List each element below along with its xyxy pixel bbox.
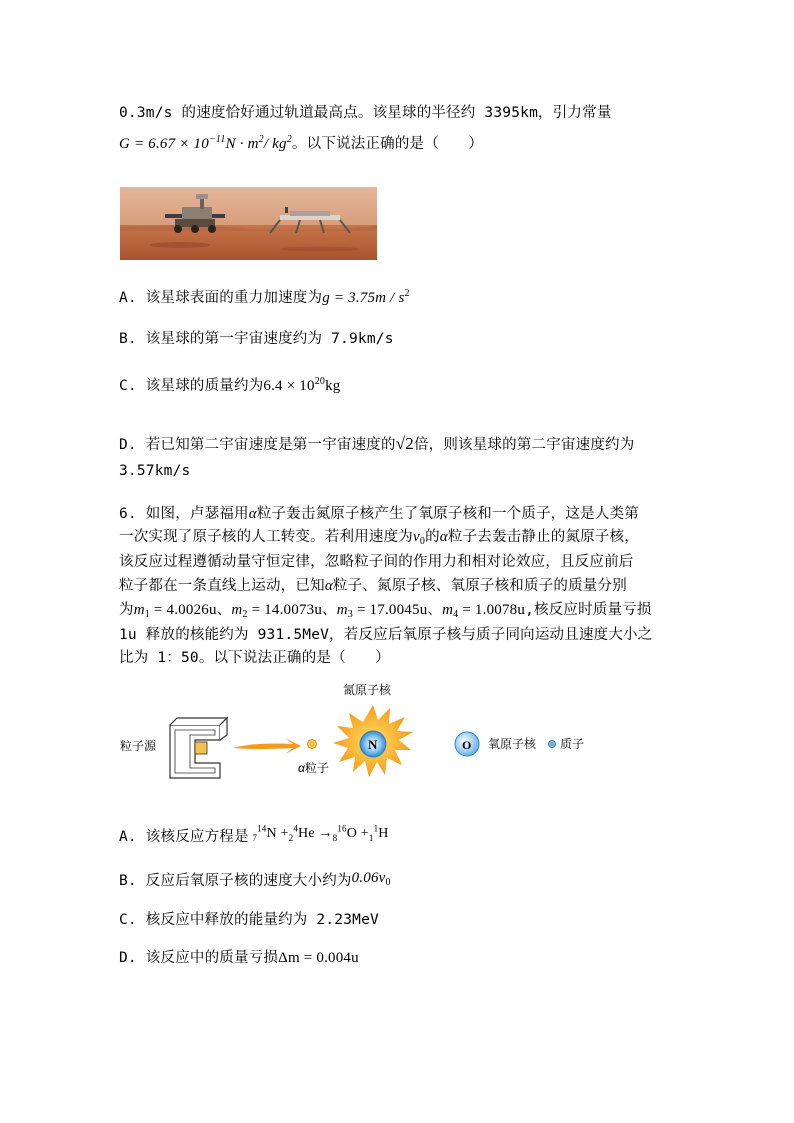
alpha-particle [308,740,317,749]
q5-option-d: D. 若已知第二宇宙速度是第一宇宙速度的√2倍，则该星球的第二宇宙速度约为 [119,434,635,453]
nitrogen-symbol: N [368,737,378,752]
q6-line-3: 该反应过程遵循动量守恒定律，忽略粒子间的作用力和相对论效应，且反应前后 [119,554,634,570]
q6-line-4: 粒子都在一条直线上运动，已知α粒子、氮原子核、氧原子核和质子的质量分别 [119,578,627,594]
proton [549,741,556,748]
q5-option-a: A. 该星球表面的重力加速度为$g = 3.75m / s^2$ [119,288,410,306]
q5-option-c: C. 该星球的质量约为$6.4 \times 10^{20}kg$ [119,376,341,394]
q5-option-d-cont: 3.57km/s [119,463,191,479]
q6-option-b: B. 反应后氧原子核的速度大小约为$0.06v_0$ [119,870,391,889]
q6-line-1: 6. 如图，卢瑟福用α粒子轰击氮原子核产生了氧原子核和一个质子，这是人类第 [119,506,639,522]
mars-rover-photo [120,187,377,260]
proton-label: 质子 [560,737,585,751]
nitrogen-label: 氮原子核 [343,683,392,697]
gravitational-constant: $G = 6.67 \times 10^{-11}N \cdot m^2/$ $kg^2$ [119,134,292,152]
q6-option-d: D. 该反应中的质量亏损Δm = 0.004u [119,950,359,966]
nuclear-equation: $_7^{14}N +_2^4He \to_8^{16}O +_1^1H$ [252,823,389,843]
particle-source-label: 粒子源 [120,739,157,753]
q6-line-5: 为$m_1 = 4.0026u$、$m_2 = 14.0073u$、$m_3 = 17.0045u$、$m_4 = 1.0078u$,核反应时质量亏损 [119,602,652,620]
alpha-particle-label: α粒子 [298,761,329,775]
q5-option-b: B. 该星球的第一宇宙速度约为 7.9km/s [119,331,394,347]
particle-source-box [170,718,227,778]
nuclear-reaction-diagram [115,680,615,780]
q6-line-2: 一次实现了原子核的人工转变。若利用速度为$v_0$的α粒子去轰击静止的氮原子核， [119,529,639,547]
q6-option-a: A. 该核反应方程是 $_7^{14}N +_2^4He \to_8^{16}O +_1^1H$ [119,823,389,845]
q5-line-1: 0.3m/s 的速度恰好通过轨道最高点。该星球的半径约 3395km，引力常量 [119,105,612,121]
q5-line-2: $G = 6.67 \times 10^{-11}N \cdot m^2/$ $kg^2$。以下说法正确的是（ ） [119,134,484,152]
q6-option-c: C. 核反应中释放的能量约为 2.23MeV [119,912,379,928]
q6-line-7: 比为 1：50。以下说法正确的是（ ） [119,650,390,666]
oxygen-symbol: O [462,738,472,752]
q6-line-6: 1u 释放的核能约为 931.5MeV，若反应后氧原子核与质子同向运动且速度大小之 [119,627,653,643]
beam-arrow [233,738,301,754]
oxygen-label: 氧原子核 [488,737,537,751]
